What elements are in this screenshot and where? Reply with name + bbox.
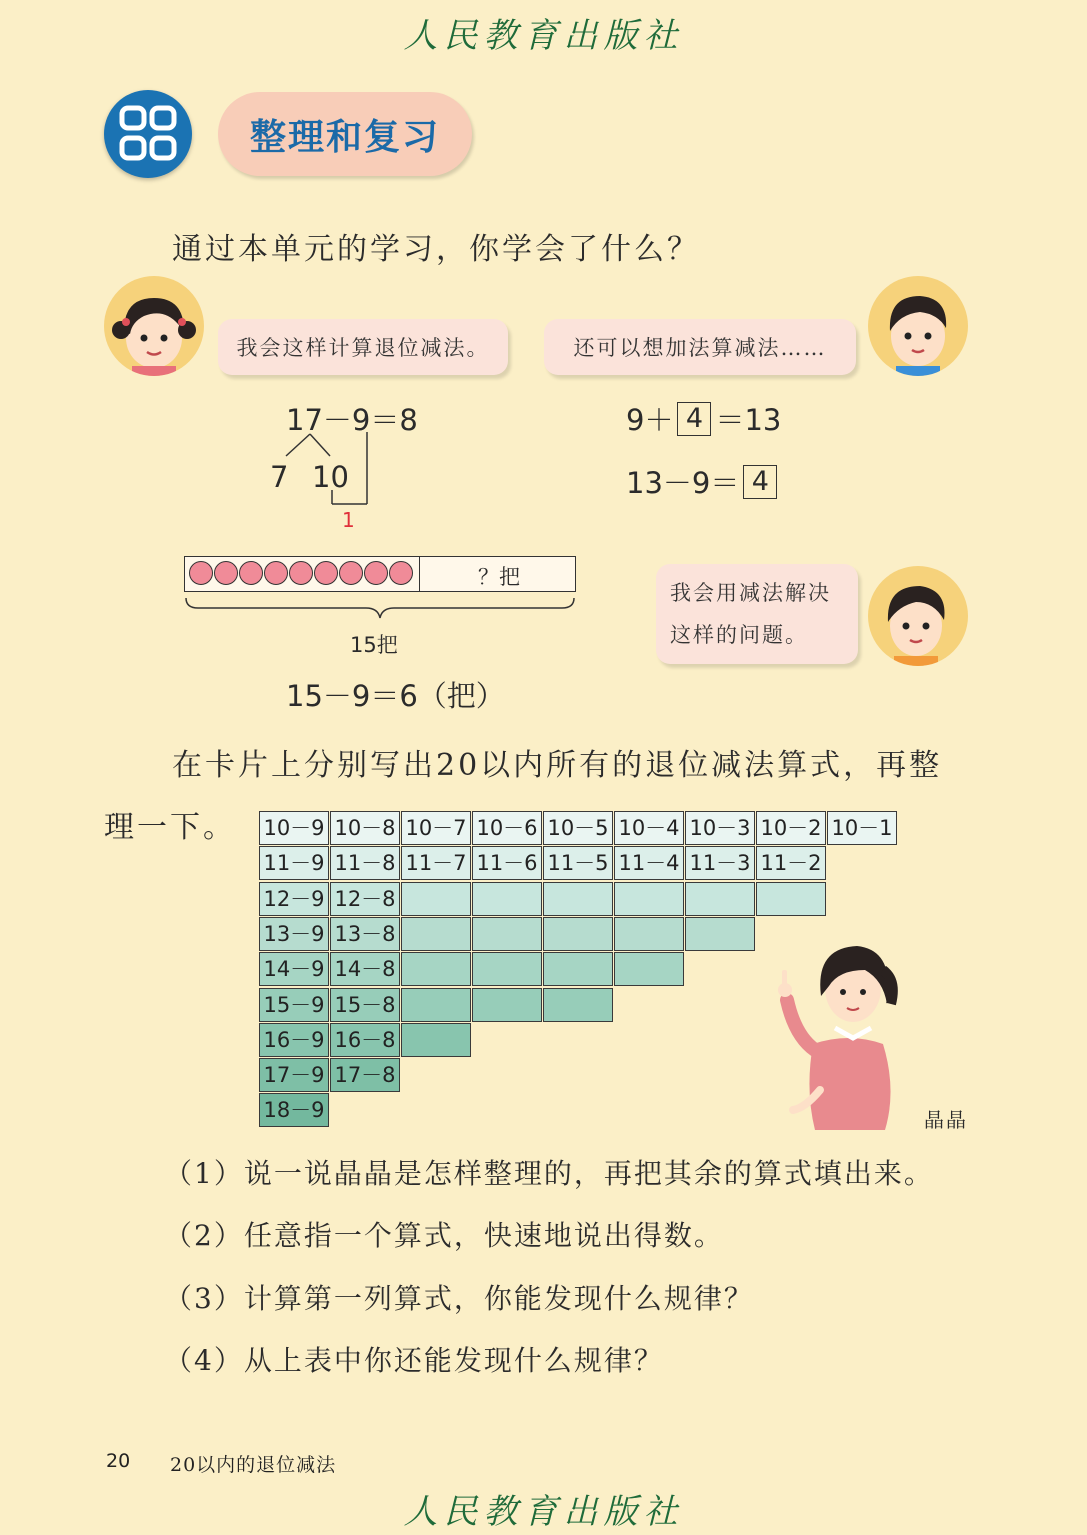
counter-dot	[314, 561, 338, 585]
counter-dot	[364, 561, 388, 585]
table-cell	[401, 882, 471, 916]
table-cell: 17－8	[330, 1058, 400, 1092]
table-cell	[756, 882, 826, 916]
jingjing-label: 晶晶	[924, 1108, 968, 1132]
table-cell: 13－9	[259, 917, 329, 951]
bubble-line-1: 我会用减法解决	[670, 581, 831, 605]
table-cell: 11－5	[543, 846, 613, 880]
section-title: 整理和复习	[218, 92, 472, 176]
counter-dot	[214, 561, 238, 585]
eq1-right: ＝13	[715, 403, 782, 437]
table-cell: 10－3	[685, 811, 755, 845]
counter-dot	[339, 561, 363, 585]
table-cell: 15－9	[259, 988, 329, 1022]
equation-17-minus-9: 17－9＝8	[286, 403, 418, 437]
question-3: （3）计算第一列算式，你能发现什么规律？	[164, 1282, 754, 1315]
question-2: （2）任意指一个算式，快速地说出得数。	[164, 1219, 724, 1252]
table-cell	[685, 917, 755, 951]
table-cell: 11－6	[472, 846, 542, 880]
question-4: （4）从上表中你还能发现什么规律？	[164, 1344, 664, 1377]
counter-dot	[389, 561, 413, 585]
intermediate-result: 1	[342, 508, 355, 532]
table-cell: 11－9	[259, 846, 329, 880]
table-cell	[401, 1023, 471, 1057]
table-cell	[401, 952, 471, 986]
table-cell: 10－4	[614, 811, 684, 845]
table-cell: 10－2	[756, 811, 826, 845]
brace	[184, 596, 576, 622]
table-cell: 11－7	[401, 846, 471, 880]
table-cell: 11－4	[614, 846, 684, 880]
intro-text: 通过本单元的学习，你学会了什么？	[172, 232, 700, 267]
table-cell	[472, 988, 542, 1022]
chapter-name: 20以内的退位减法	[170, 1454, 337, 1476]
split-part-10: 10	[312, 460, 349, 494]
table-cell	[543, 988, 613, 1022]
table-cell: 16－8	[330, 1023, 400, 1057]
page-number: 20	[106, 1450, 131, 1472]
table-cell	[614, 952, 684, 986]
table-cell: 15－8	[330, 988, 400, 1022]
table-cell	[401, 988, 471, 1022]
table-cell: 12－9	[259, 882, 329, 916]
question-1: （1）说一说晶晶是怎样整理的，再把其余的算式填出来。	[164, 1157, 934, 1190]
girl-avatar	[104, 276, 204, 376]
jingjing-illustration	[765, 940, 925, 1130]
table-cell	[401, 917, 471, 951]
table-cell	[472, 952, 542, 986]
table-cell: 11－3	[685, 846, 755, 880]
counter-dot	[289, 561, 313, 585]
table-cell	[614, 917, 684, 951]
counter-dot	[239, 561, 263, 585]
table-cell: 10－1	[827, 811, 897, 845]
table-cell	[472, 917, 542, 951]
boy-avatar	[868, 276, 968, 376]
bubble-line-2: 这样的问题。	[670, 623, 808, 647]
total-label: 15把	[350, 633, 398, 657]
answer-box: 4	[677, 402, 711, 436]
dot-row	[189, 561, 413, 587]
boy-avatar-2	[868, 566, 968, 666]
publisher-logo-top: 人民教育出版社	[403, 16, 684, 56]
counter-dot	[264, 561, 288, 585]
speech-bubble-left: 我会这样计算退位减法。	[218, 319, 508, 375]
eq1-left: 9＋	[626, 403, 674, 437]
table-cell: 10－8	[330, 811, 400, 845]
table-cell: 16－9	[259, 1023, 329, 1057]
eq2-left: 13－9＝	[626, 466, 740, 500]
answer-box: 4	[743, 465, 777, 499]
table-cell: 12－8	[330, 882, 400, 916]
table-cell: 13－8	[330, 917, 400, 951]
task-line-1: 在卡片上分别写出20以内所有的退位减法算式，再整	[172, 748, 943, 783]
table-cell: 17－9	[259, 1058, 329, 1092]
table-cell: 14－8	[330, 952, 400, 986]
table-cell: 18－9	[259, 1093, 329, 1127]
table-cell: 14－9	[259, 952, 329, 986]
equation-subtraction	[626, 461, 777, 502]
table-cell	[472, 882, 542, 916]
table-cell: 10－5	[543, 811, 613, 845]
table-cell: 10－9	[259, 811, 329, 845]
split-part-7: 7	[270, 460, 289, 494]
equation-addition	[626, 398, 781, 439]
table-cell: 10－7	[401, 811, 471, 845]
speech-bubble-right: 还可以想加法算减法……	[544, 319, 856, 375]
table-cell	[543, 917, 613, 951]
table-cell	[614, 882, 684, 916]
table-cell: 11－2	[756, 846, 826, 880]
review-section-icon	[104, 90, 192, 178]
table-cell	[543, 882, 613, 916]
counter-dot	[189, 561, 213, 585]
table-cell: 10－6	[472, 811, 542, 845]
table-cell	[685, 882, 755, 916]
publisher-logo-bottom: 人民教育出版社	[403, 1492, 684, 1532]
speech-bubble-problem	[656, 564, 858, 664]
bar-model	[184, 556, 576, 592]
task-line-2: 理一下。	[104, 810, 236, 845]
table-cell	[543, 952, 613, 986]
table-cell: 11－8	[330, 846, 400, 880]
unknown-amount: ？把	[478, 565, 520, 589]
word-problem-equation: 15－9＝6（把）	[286, 679, 505, 713]
